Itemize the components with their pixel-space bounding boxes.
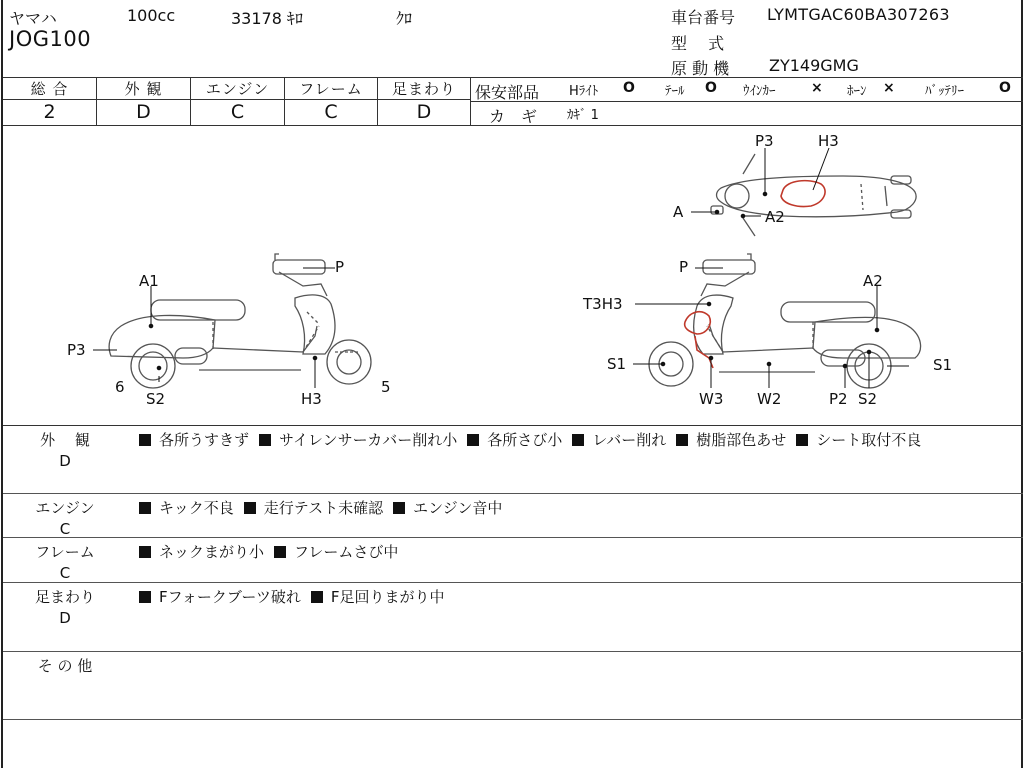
- grade-suspension: [378, 78, 471, 126]
- winker-label: ｳｲﾝｶｰ: [743, 84, 776, 99]
- header: [3, 0, 1023, 78]
- remark-item: 樹脂部色あせ: [676, 431, 786, 449]
- label-S1-left: S1: [607, 355, 627, 373]
- grade-value: C: [230, 101, 245, 123]
- battery-label: ﾊﾞｯﾃﾘｰ: [925, 84, 964, 99]
- remark-item: 各所さび小: [467, 431, 562, 449]
- grade-value: D: [136, 101, 151, 123]
- frame-number-label: 車台番号: [671, 8, 736, 27]
- remark-suspension: [3, 583, 1023, 652]
- remark-item: Fフォークブーツ破れ: [139, 588, 301, 606]
- remark-item: F足回りまがり中: [311, 588, 445, 606]
- key-label: カ ギ: [489, 107, 538, 126]
- square-bullet-icon: [796, 434, 808, 446]
- square-bullet-icon: [139, 434, 151, 446]
- remark-frame: [3, 538, 1023, 583]
- top-view: [711, 154, 916, 236]
- label-S1-right: S1: [933, 356, 953, 374]
- grade-label: フレーム: [285, 78, 377, 100]
- grade-overall: [3, 78, 97, 126]
- grade-value: D: [416, 101, 432, 123]
- horn-label: ﾎｰﾝ: [847, 84, 867, 99]
- grade-value: C: [324, 101, 338, 123]
- remark-label: エンジン C: [35, 499, 95, 538]
- grade-row: [3, 78, 1023, 126]
- square-bullet-icon: [139, 546, 151, 558]
- square-bullet-icon: [467, 434, 479, 446]
- remark-label: 足まわり D: [34, 588, 95, 627]
- label-S2-right: S2: [858, 390, 878, 408]
- tail-label: ﾃｰﾙ: [665, 84, 685, 99]
- key-value: ｶｷﾞ 1: [567, 108, 599, 123]
- remark-text: [139, 587, 1009, 608]
- battery-mark: O: [999, 80, 1011, 96]
- damage-diagram: [3, 126, 1023, 426]
- label-6: 6: [115, 378, 125, 396]
- label-A-top: A: [673, 203, 684, 221]
- label-A2-right: A2: [863, 272, 883, 290]
- key-row: [471, 102, 1023, 126]
- model-name: JOG100: [9, 27, 92, 51]
- label-P-right: P: [679, 258, 689, 276]
- grade-frame: [285, 78, 378, 126]
- square-bullet-icon: [139, 591, 151, 603]
- grade-label: 総 合: [3, 78, 96, 100]
- remark-label: フレーム C: [35, 543, 95, 582]
- square-bullet-icon: [572, 434, 584, 446]
- remark-item: レバー削れ: [572, 431, 666, 449]
- remark-label: そ の 他: [37, 657, 93, 675]
- label-T3H3: T3H3: [583, 295, 623, 313]
- remark-item: 各所うすきず: [139, 431, 249, 449]
- tail-mark: O: [705, 80, 717, 96]
- label-H3: H3: [301, 390, 322, 408]
- square-bullet-icon: [393, 502, 405, 514]
- safety-parts: [471, 78, 1023, 126]
- remark-item: フレームさび中: [274, 543, 398, 561]
- frame-number: LYMTGAC60BA307263: [767, 5, 950, 24]
- winker-mark: ×: [811, 80, 823, 96]
- label-W3: W3: [699, 390, 724, 408]
- horn-mark: ×: [883, 80, 895, 96]
- grade-label: 足まわり: [378, 78, 470, 100]
- type-label: 型 式: [671, 34, 725, 53]
- maker: ヤマハ: [9, 9, 57, 28]
- square-bullet-icon: [139, 502, 151, 514]
- inspection-sheet: [1, 0, 1023, 768]
- engine-label: 原 動 機: [671, 59, 730, 78]
- remark-label: 外 観 D: [40, 431, 90, 470]
- remark-item: キック不良: [139, 499, 234, 517]
- square-bullet-icon: [244, 502, 256, 514]
- mileage: 33178 ｷﾛ: [231, 9, 303, 28]
- remark-exterior: [3, 426, 1023, 494]
- grade-exterior: [97, 78, 191, 126]
- remark-text: [139, 430, 1009, 451]
- headlight-mark: O: [623, 80, 635, 96]
- remark-other: [3, 652, 1023, 720]
- label-A2-top: A2: [765, 208, 785, 226]
- grade-engine: [191, 78, 285, 126]
- square-bullet-icon: [311, 591, 323, 603]
- label-H3-top: H3: [818, 132, 839, 150]
- grade-label: 外 観: [97, 78, 190, 100]
- remark-text: [139, 542, 1009, 563]
- remark-blank: [3, 720, 1023, 768]
- remark-item: エンジン音中: [393, 499, 502, 517]
- square-bullet-icon: [259, 434, 271, 446]
- safety-row: [471, 78, 1023, 102]
- remark-item: 走行テスト未確認: [244, 499, 383, 517]
- label-W2: W2: [757, 390, 782, 408]
- label-5: 5: [381, 378, 391, 396]
- remark-engine: [3, 494, 1023, 538]
- label-P2: P2: [829, 390, 848, 408]
- label-P: P: [335, 258, 345, 276]
- label-S2: S2: [146, 390, 166, 408]
- remark-item: ネックまがり小: [139, 543, 264, 561]
- label-A1: A1: [139, 272, 159, 290]
- grade-label: エンジン: [191, 78, 284, 100]
- remark-item: シート取付不良: [796, 431, 921, 449]
- grade-value: 2: [43, 101, 56, 123]
- label-P3-top: P3: [755, 132, 774, 150]
- remark-text: [139, 498, 1009, 519]
- headlight-label: Hﾗｲﾄ: [569, 84, 599, 99]
- scooter-diagrams: [3, 126, 1023, 426]
- square-bullet-icon: [274, 546, 286, 558]
- color: ｸﾛ: [396, 9, 413, 28]
- square-bullet-icon: [676, 434, 688, 446]
- displacement: 100cc: [127, 6, 176, 25]
- remark-item: サイレンサーカバー削れ小: [259, 431, 457, 449]
- engine-number: ZY149GMG: [769, 56, 859, 75]
- safety-title: 保安部品: [475, 83, 540, 102]
- label-P3: P3: [67, 341, 86, 359]
